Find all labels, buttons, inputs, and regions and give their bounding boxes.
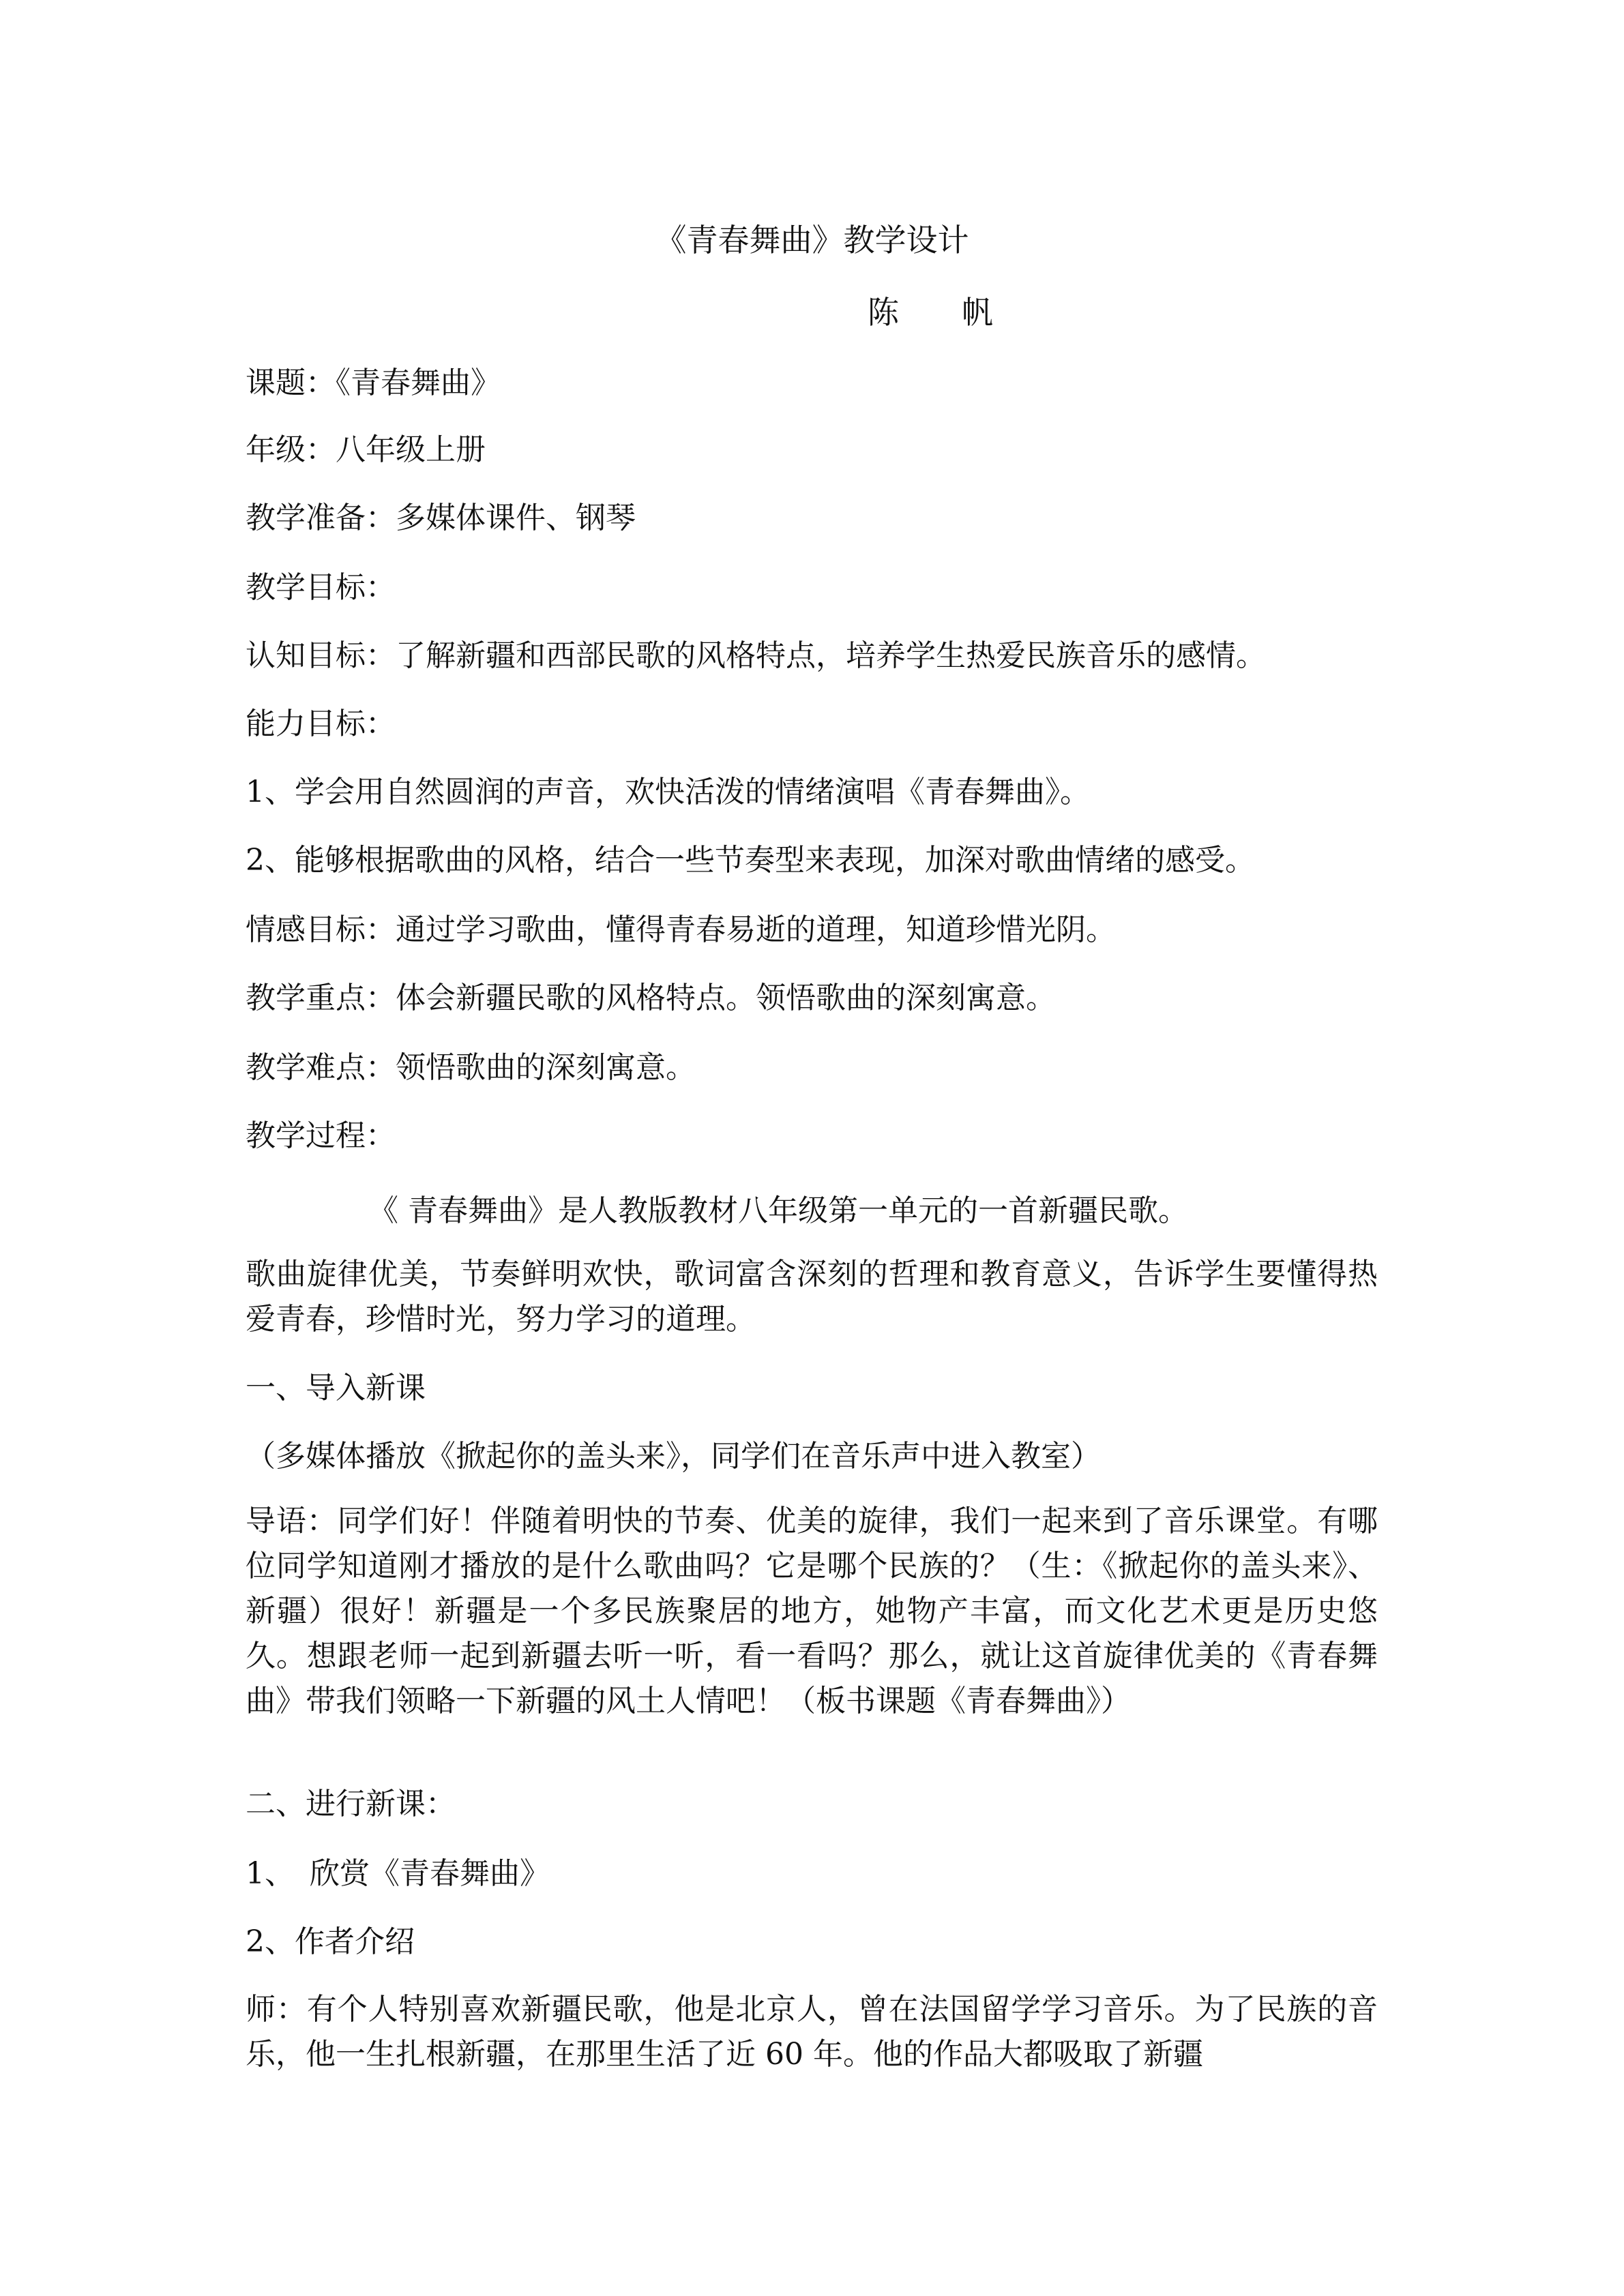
intro-line: 《 青春舞曲》是人教版教材八年级第一单元的一首新疆民歌。 xyxy=(368,1193,1188,1228)
document-author: 陈 帆 xyxy=(868,294,993,331)
section-1-heading: 一、导入新课 xyxy=(246,1371,426,1405)
teaching-process-heading: 教学过程： xyxy=(246,1118,396,1153)
intro-paragraph: 歌曲旋律优美，节奏鲜明欢快，歌词富含深刻的哲理和教育意义，告诉学生要懂得热爱青春，珍惜时光，努力学习的道理。 xyxy=(246,1257,1378,1337)
grade-level: 年级：八年级上册 xyxy=(246,432,486,467)
section-2-paragraph: 师：有个人特别喜欢新疆民歌，他是北京人，曾在法国留学学习音乐。为了民族的音乐，他一生扎根新疆，在那里生活了近 60 年。他的作品大都吸取了新疆 xyxy=(246,1992,1378,2072)
section-2-heading: 二、进行新课： xyxy=(246,1787,456,1821)
section-2-item-2: 2、作者介绍 xyxy=(246,1924,415,1959)
teaching-focus: 教学重点：体会新疆民歌的风格特点。领悟歌曲的深刻寓意。 xyxy=(246,981,1056,1015)
section-1-paragraph: 导语：同学们好！伴随着明快的节奏、优美的旋律，我们一起来到了音乐课堂。有哪位同学知道刚才播放的是什么歌曲吗？它是哪个民族的？（生：《掀起你的盖头来》、新疆）很好！新疆是一个多民族聚居的地方，她物产丰富，而文化艺术更是历史悠久。想跟老师一起到新疆去听一听，看一看吗？那么，就让这首旋律优美的《青春舞曲》带我们领略一下新疆的风土人情吧！（板书课题《青春舞曲》） xyxy=(246,1504,1378,1718)
cognitive-goal: 认知目标：了解新疆和西部民歌的风格特点，培养学生热爱民族音乐的感情。 xyxy=(246,638,1266,673)
teaching-preparation: 教学准备：多媒体课件、钢琴 xyxy=(246,501,636,535)
teaching-goals-heading: 教学目标： xyxy=(246,570,396,605)
document-title: 《青春舞曲》教学设计 xyxy=(655,222,969,258)
emotional-goal: 情感目标：通过学习歌曲，懂得青春易逝的道理，知道珍惜光阴。 xyxy=(246,912,1116,947)
section-2-item-1: 1、 欣赏《青春舞曲》 xyxy=(246,1856,550,1891)
section-1-note: （多媒体播放《掀起你的盖头来》，同学们在音乐声中进入教室） xyxy=(246,1439,1101,1474)
ability-goal-1: 1、学会用自然圆润的声音，欢快活泼的情绪演唱《青春舞曲》。 xyxy=(246,775,1090,809)
ability-goal-heading: 能力目标： xyxy=(246,706,396,741)
teaching-difficulty: 教学难点：领悟歌曲的深刻寓意。 xyxy=(246,1050,696,1085)
lesson-topic: 课题：《青春舞曲》 xyxy=(246,366,501,400)
ability-goal-2: 2、能够根据歌曲的风格，结合一些节奏型来表现，加深对歌曲情绪的感受。 xyxy=(246,843,1255,878)
